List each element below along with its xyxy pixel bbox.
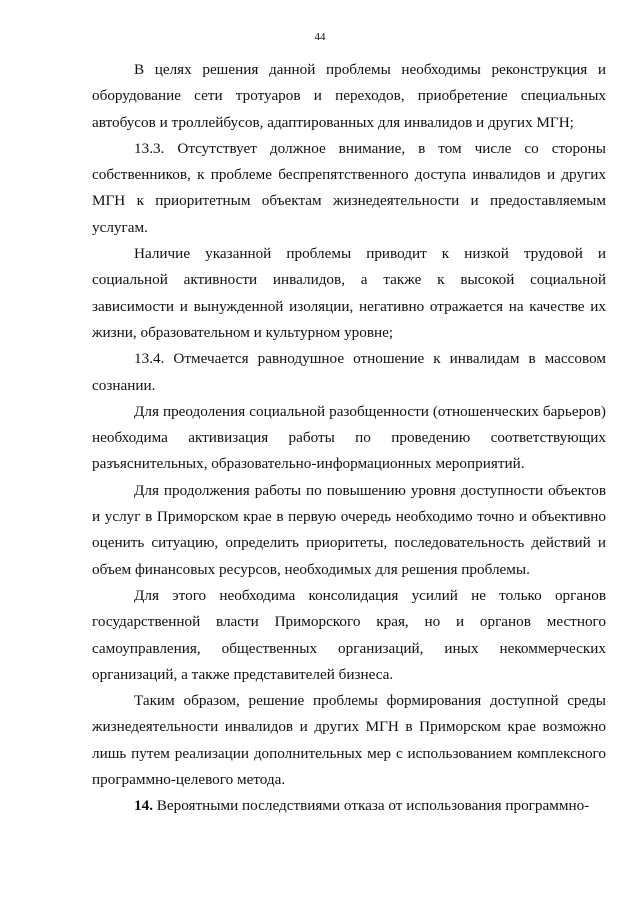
paragraph-13-4-indifference: 13.4. Отмечается равнодушное отношение к инвалидам в массовом сознании. [92,350,606,394]
paragraph-problem-consequences: Наличие указанной проблемы приводит к низкой трудовой и социальной активности инвалидов, а также к высокой социальной зависимости и вынужденной изоляции, негативно отражается на качестве их жизни, образовательном и культурном уровне; [92,245,606,341]
paragraph-reconstruction-needs: В целях решения данной проблемы необходимы реконструкция и оборудование сети тротуаров и переходов, приобретение специальных автобусов и троллейбусов, адаптированных для инвалидов и других МГН; [92,61,606,131]
paragraph-conclusion: Таким образом, решение проблемы формирования доступной среды жизнедеятельности инвалидов и других МГН в Приморском крае возможно лишь путем реализации дополнительных мер с использованием комплексного программно-целевого метода. [92,692,606,789]
section-number-14: 14. [134,797,153,815]
page-number: 44 [314,31,326,43]
paragraph-continuing-work: Для продолжения работы по повышению уровня доступности объектов и услуг в Приморском крае в первую очередь необходимо точно и объективно оценить ситуацию, определить приоритеты, последовательность действий и объем финансовых ресурсов, необходимых для решения проблемы. [92,481,606,578]
document-body [92,57,606,820]
paragraph-14-text: Вероятными последствиями отказа от использования программно- [152,797,590,815]
paragraph-13-3-lack-of-attention: 13.3. Отсутствует должное внимание, в том числе со стороны собственников, к проблеме беспрепятственного доступа инвалидов и других МГН к приоритетным объектам жизнедеятельности и предоставляемым услугам. [92,139,606,236]
paragraph-overcoming-barriers: Для преодоления социальной разобщенности (отношенческих барьеров) необходима активизация работы по проведению соответствующих разъяснительных, образовательно-информационных мероприятий. [92,402,606,473]
paragraph-14-consequences [92,793,606,819]
paragraph-consolidation: Для этого необходима консолидация усилий не только органов государственной власти Приморского края, но и органов местного самоуправления, общественных организаций, иных некоммерческих организаций, а также представителей бизнеса. [92,586,606,683]
